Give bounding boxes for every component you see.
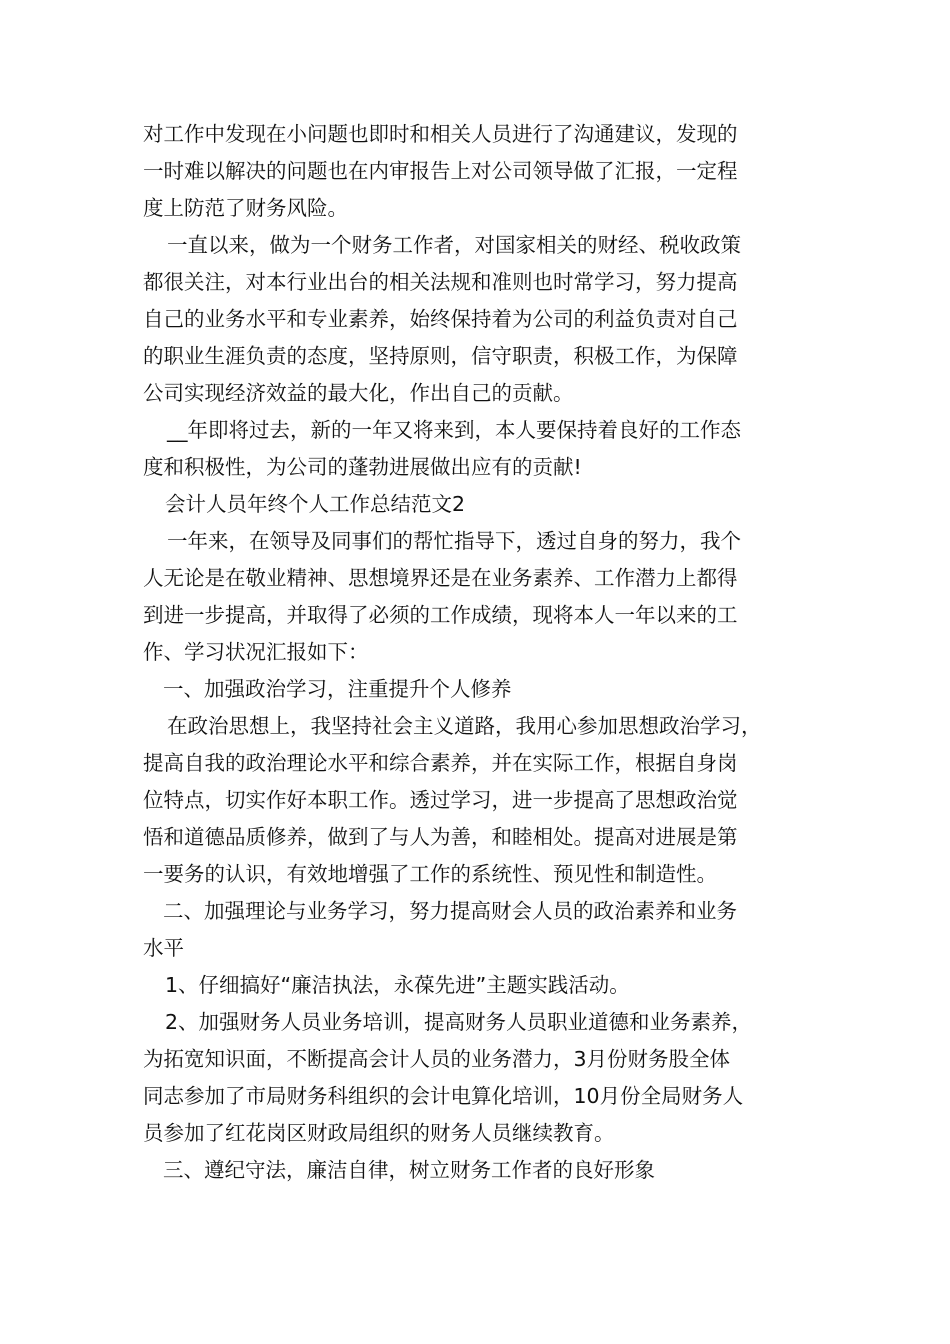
text-line: 人无论是在敬业精神、思想境界还是在业务素养、工作潜力上都得 <box>143 566 738 590</box>
text-line: 提高自我的政治理论水平和综合素养，并在实际工作，根据自身岗 <box>143 751 738 775</box>
text-line: 对工作中发现在小问题也即时和相关人员进行了沟通建议，发现的 <box>143 122 738 146</box>
text-line: 的职业生涯负责的态度，坚持原则，信守职责，积极工作，为保障 <box>143 344 738 368</box>
section-heading: 二、加强理论与业务学习，努力提高财会人员的政治素养和业务 <box>163 899 737 923</box>
text-line: 一直以来，做为一个财务工作者，对国家相关的财经、税收政策 <box>167 233 741 257</box>
text-line: 自己的业务水平和专业素养，始终保持着为公司的利益负责对自己 <box>143 307 738 331</box>
document-body <box>143 116 823 1189</box>
text-line: __年即将过去，新的一年又将来到，本人要保持着良好的工作态 <box>167 418 741 442</box>
text-line: 在政治思想上，我坚持社会主义道路，我用心参加思想政治学习， <box>167 714 762 738</box>
text-line: 都很关注，对本行业出台的相关法规和准则也时常学习，努力提高 <box>143 270 738 294</box>
text-line: 一时难以解决的问题也在内审报告上对公司领导做了汇报，一定程 <box>143 159 738 183</box>
list-item: 2、加强财务人员业务培训，提高财务人员职业道德和业务素养， <box>165 1010 753 1034</box>
text-line: 位特点，切实作好本职工作。透过学习，进一步提高了思想政治觉 <box>143 788 738 812</box>
text-line: 到进一步提高，并取得了必须的工作成绩，现将本人一年以来的工 <box>143 603 738 627</box>
text-line: 员参加了红花岗区财政局组织的财务人员继续教育。 <box>143 1121 615 1145</box>
text-line: 一要务的认识，有效地增强了工作的系统性、预见性和制造性。 <box>143 862 717 886</box>
section-heading: 三、遵纪守法，廉洁自律，树立财务工作者的良好形象 <box>163 1158 655 1182</box>
section-heading: 会计人员年终个人工作总结范文2 <box>165 492 466 516</box>
text-line: 为拓宽知识面，不断提高会计人员的业务潜力，3月份财务股全体 <box>143 1047 731 1071</box>
text-line: 度上防范了财务风险。 <box>143 196 348 220</box>
section-heading: 一、加强政治学习，注重提升个人修养 <box>163 677 512 701</box>
list-item: 1、仔细搞好“廉洁执法，永葆先进”主题实践活动。 <box>165 973 630 997</box>
text-line: 公司实现经济效益的最大化，作出自己的贡献。 <box>143 381 574 405</box>
text-line: 水平 <box>143 936 184 960</box>
text-line: 一年来，在领导及同事们的帮忙指导下，透过自身的努力，我个 <box>167 529 741 553</box>
text-line: 度和积极性，为公司的蓬勃进展做出应有的贡献! <box>143 455 582 479</box>
text-line: 作、学习状况汇报如下： <box>143 640 369 664</box>
text-line: 同志参加了市局财务科组织的会计电算化培训，10月份全局财务人 <box>143 1084 744 1108</box>
text-line: 悟和道德品质修养，做到了与人为善，和睦相处。提高对进展是第 <box>143 825 738 849</box>
